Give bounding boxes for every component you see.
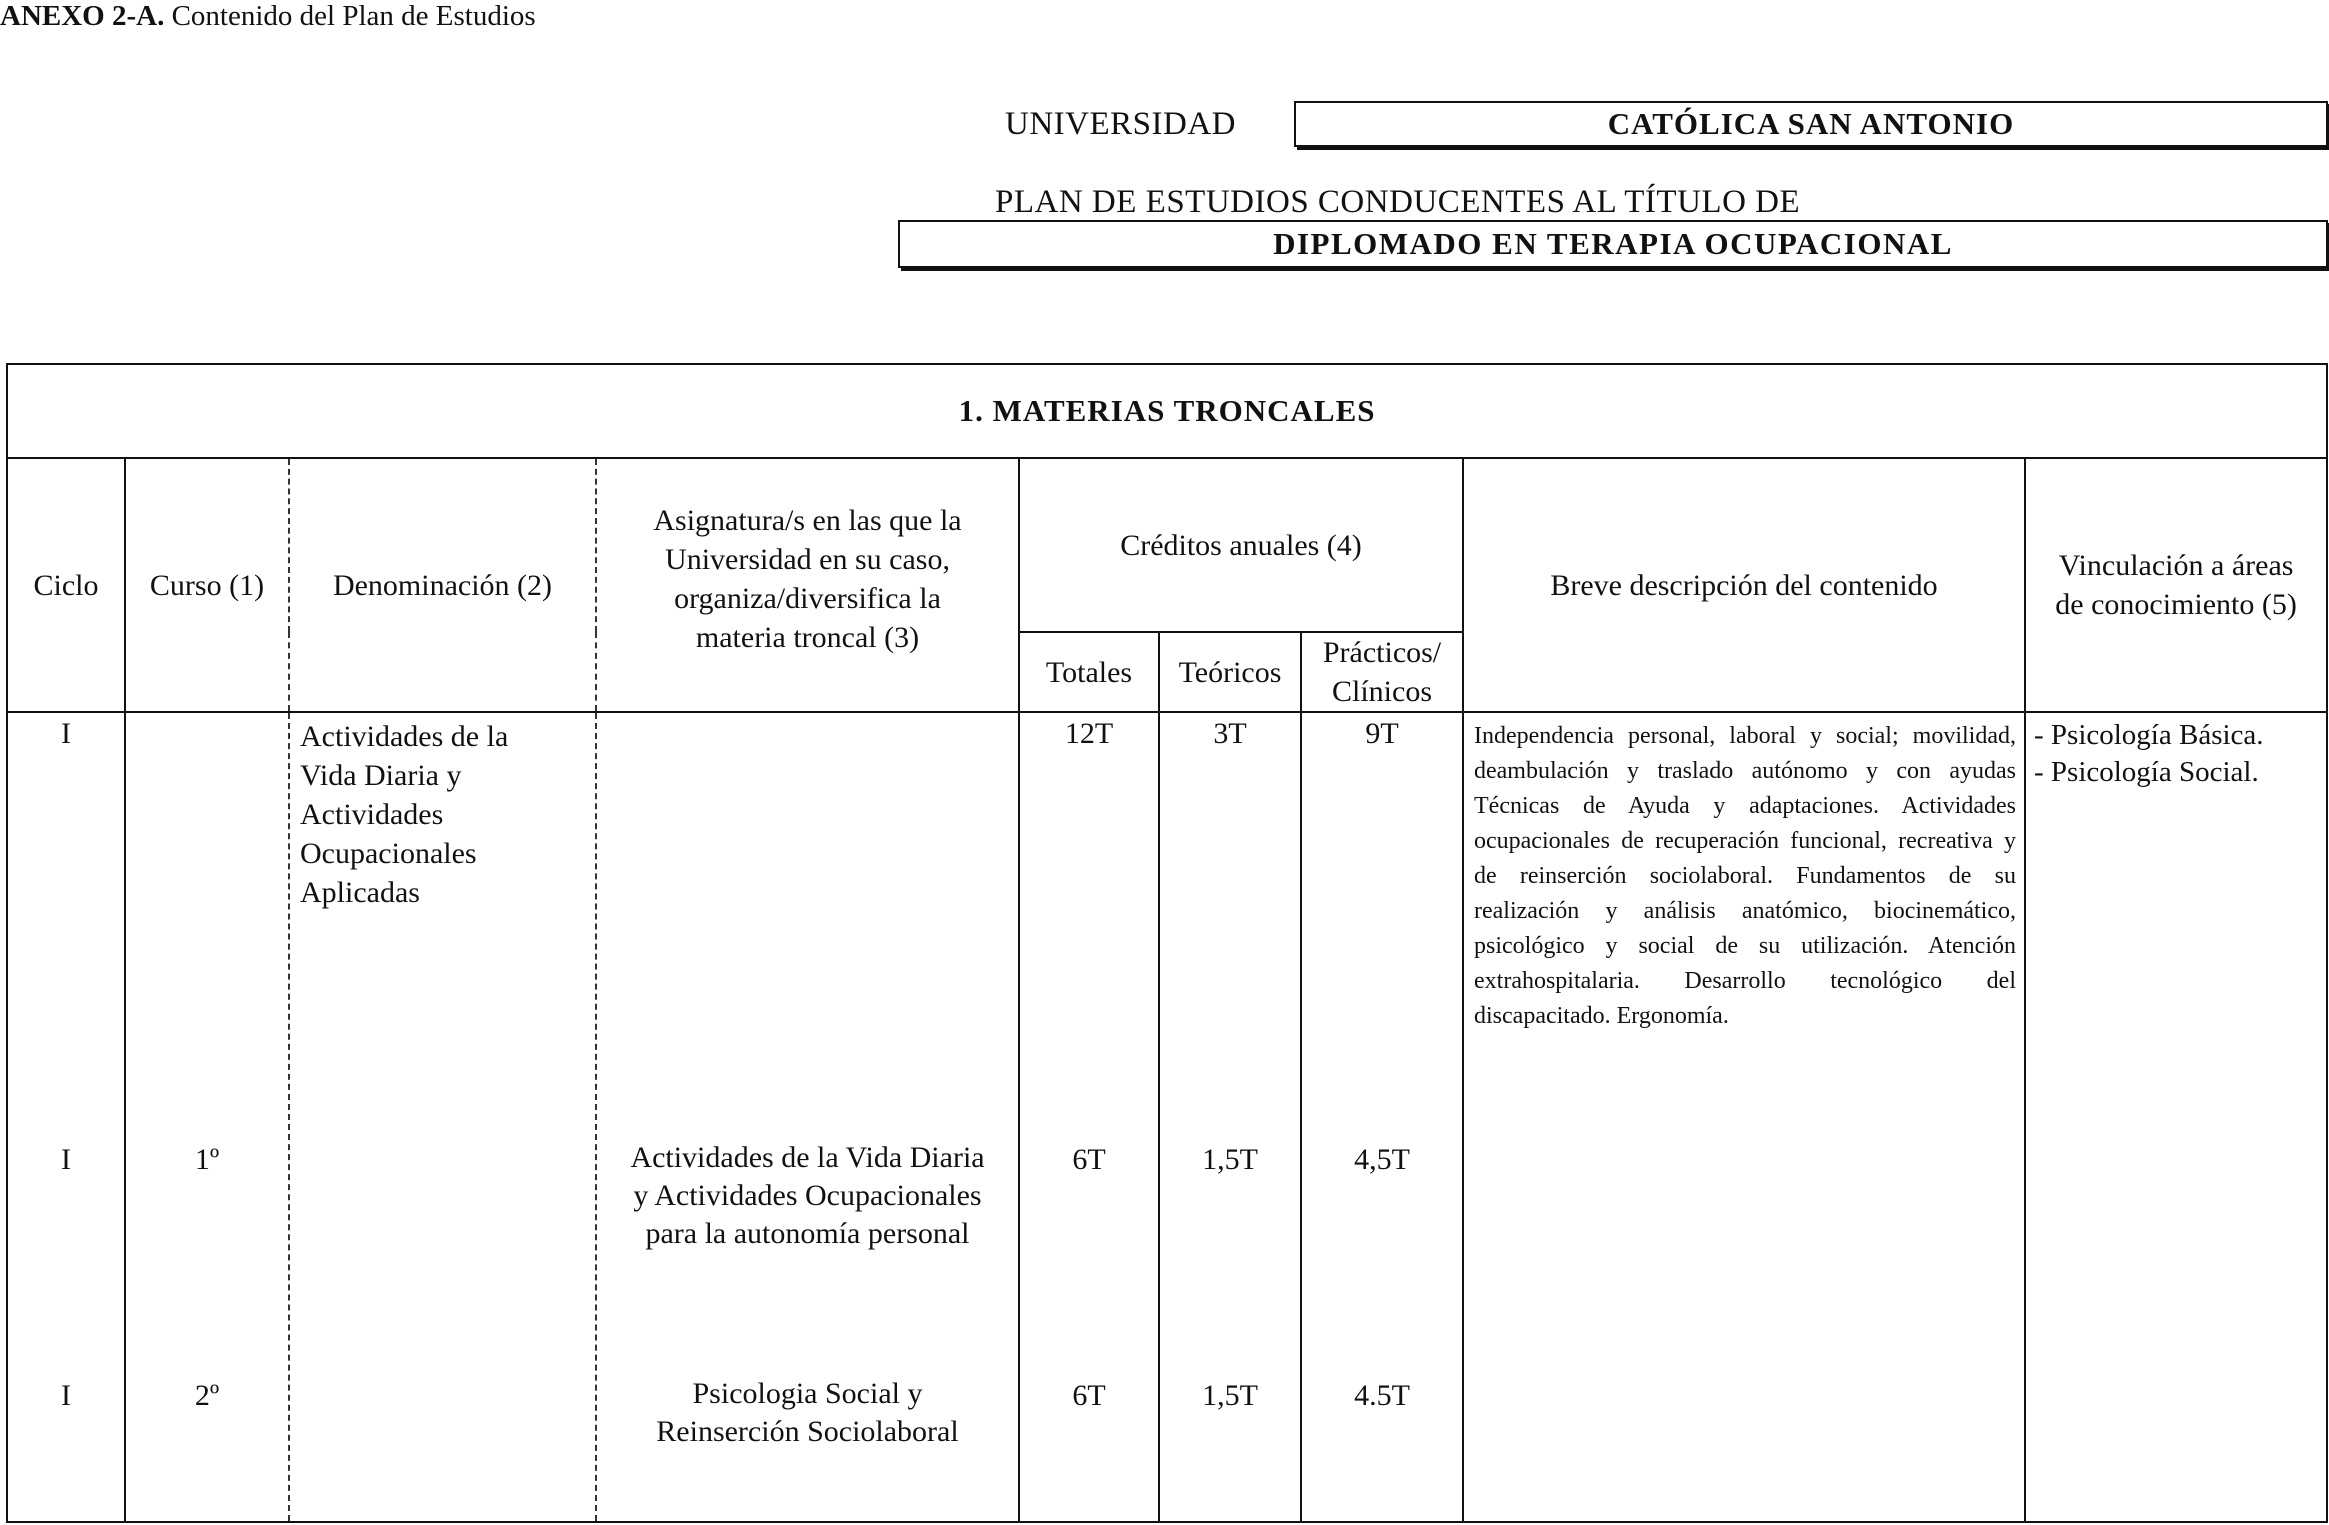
column-ciclo	[7, 712, 125, 1522]
header-asignatura-line: materia troncal (3)	[695, 621, 920, 654]
university-name-box: CATÓLICA SAN ANTONIO	[1294, 101, 2328, 147]
annex-title: Contenido del Plan de Estudios	[171, 0, 536, 32]
header-teoricos: Teóricos	[1159, 632, 1301, 712]
row-1-totales: 12T	[1064, 717, 1114, 750]
header-practicos-line: Prácticos/	[1322, 636, 1442, 669]
knowledge-areas	[2026, 713, 2326, 791]
row-2-practicos: 4,5T	[1354, 1143, 1410, 1176]
column-vinculacion	[2025, 712, 2327, 1522]
knowledge-area-item: - Psicología Básica.	[2034, 719, 2264, 751]
header-asignatura	[596, 458, 1019, 712]
asignatura-line: Reinserción Sociolaboral	[656, 1415, 959, 1448]
header-vinculacion	[2025, 458, 2327, 712]
column-descripcion	[1463, 712, 2025, 1522]
column-curso	[125, 712, 289, 1522]
row-1-teoricos: 3T	[1213, 717, 1247, 750]
row-2-ciclo: I	[61, 1143, 71, 1176]
header-ciclo: Ciclo	[7, 458, 125, 712]
header-asignatura-line: Universidad en su caso,	[665, 543, 950, 576]
row-1-practicos: 9T	[1365, 717, 1399, 750]
denominacion-line: Aplicadas	[300, 876, 420, 909]
row-3-totales: 6T	[1072, 1379, 1106, 1412]
degree-title-box: DIPLOMADO EN TERAPIA OCUPACIONAL	[898, 220, 2328, 268]
annex-number: ANEXO 2-A.	[0, 0, 165, 32]
row-3-asignatura	[597, 1375, 1018, 1451]
header-asignatura-line: Asignatura/s en las que la	[653, 504, 962, 537]
header-practicos	[1301, 632, 1463, 712]
knowledge-area-item: - Psicología Social.	[2034, 756, 2259, 788]
denominacion-text	[290, 713, 595, 912]
header-totales: Totales	[1019, 632, 1159, 712]
header-descripcion: Breve descripción del contenido	[1463, 458, 2025, 712]
denominacion-line: Vida Diaria y	[300, 759, 462, 792]
row-2-curso: 1º	[194, 1143, 220, 1176]
row-2-teoricos: 1,5T	[1202, 1143, 1258, 1176]
row-1-ciclo: I	[61, 717, 71, 750]
row-2-totales: 6T	[1072, 1143, 1106, 1176]
denominacion-line: Actividades de la	[300, 720, 509, 753]
subjects-table	[6, 363, 2328, 1523]
header-vinculacion-line: de conocimiento (5)	[2055, 588, 2297, 621]
row-2-asignatura	[597, 1139, 1018, 1253]
row-3-practicos: 4.5T	[1354, 1379, 1410, 1412]
column-teoricos	[1159, 712, 1301, 1522]
denominacion-line: Actividades	[300, 798, 444, 831]
column-asignatura	[596, 712, 1019, 1522]
asignatura-line: para la autonomía personal	[645, 1217, 970, 1250]
content-description: Independencia personal, laboral y social; movilidad, deambulación y traslado autónomo y con ayudas Técnicas de Ayuda y adaptaciones. Actividades ocupacionales de recuperación funcional, recreativa y de reinserción sociolaboral. Fundamentos de su realización y análisis anatómico, biocinemático, psicológico y social de su utilización. Atención extrahospitalaria. Desarrollo tecnológico del discapacitado. Ergonomía.	[1474, 723, 2016, 1029]
asignatura-line: y Actividades Ocupacionales	[633, 1179, 982, 1212]
row-3-ciclo: I	[61, 1379, 71, 1412]
plan-label: PLAN DE ESTUDIOS CONDUCENTES AL TÍTULO DE	[995, 184, 1801, 220]
annex-heading	[0, 0, 536, 33]
header-creditos: Créditos anuales (4)	[1019, 458, 1463, 632]
university-label: UNIVERSIDAD	[1005, 106, 1236, 142]
header-practicos-line: Clínicos	[1331, 675, 1432, 708]
header-asignatura-line: organiza/diversifica la	[674, 582, 941, 615]
table-title: 1. MATERIAS TRONCALES	[7, 364, 2327, 458]
column-denominacion	[289, 712, 596, 1522]
row-3-teoricos: 1,5T	[1202, 1379, 1258, 1412]
header-vinculacion-line: Vinculación a áreas	[2058, 549, 2294, 582]
column-totales	[1019, 712, 1159, 1522]
asignatura-line: Actividades de la Vida Diaria	[630, 1141, 985, 1174]
denominacion-line: Ocupacionales	[300, 837, 477, 870]
row-3-curso: 2º	[194, 1379, 220, 1412]
header-denominacion: Denominación (2)	[289, 458, 596, 712]
column-practicos	[1301, 712, 1463, 1522]
header-curso: Curso (1)	[125, 458, 289, 712]
asignatura-line: Psicologia Social y	[692, 1377, 923, 1410]
